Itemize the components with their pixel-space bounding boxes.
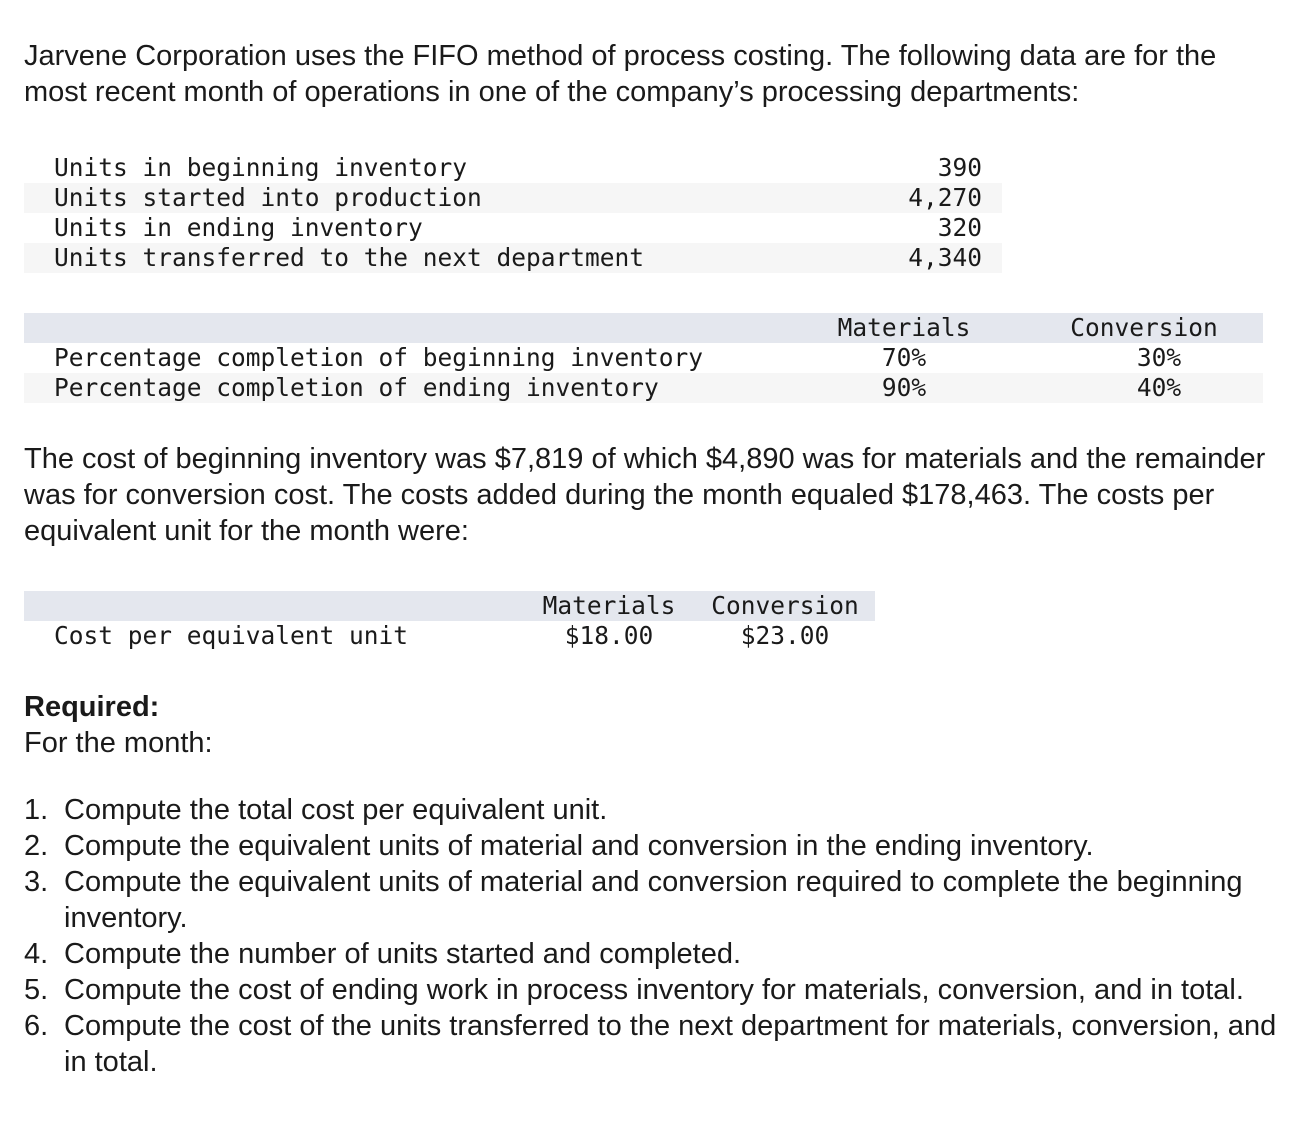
- requirement-number: 3.: [24, 866, 49, 898]
- completion-header-row: [24, 313, 1263, 343]
- conversion-header: Conversion: [1070, 313, 1218, 342]
- completion-row-conversion: 40%: [1136, 373, 1182, 402]
- requirement-item: [24, 792, 1286, 828]
- requirement-item: [24, 936, 1286, 972]
- cost-row-conversion: $23.00: [740, 621, 830, 650]
- materials-header: Materials: [837, 313, 971, 342]
- units-row-value: 320: [937, 213, 982, 242]
- requirement-number: 6.: [24, 1010, 49, 1042]
- cost-row: [24, 621, 875, 651]
- completion-row-label: Percentage completion of beginning inventory: [54, 343, 704, 372]
- requirement-number: 1.: [24, 794, 49, 826]
- requirement-item: [24, 828, 1286, 864]
- completion-row-materials: 90%: [881, 373, 927, 402]
- intro-paragraph: Jarvene Corporation uses the FIFO method of process costing. The following data are for the most recent month of operations in one of the company’s processing departments:: [24, 40, 1217, 108]
- for-month-text: For the month:: [24, 727, 213, 759]
- units-row-label: Units in beginning inventory: [54, 153, 468, 182]
- units-row-value: 4,270: [908, 183, 982, 212]
- units-row-label: Units transferred to the next department: [54, 243, 645, 272]
- completion-row-conversion: 30%: [1136, 343, 1182, 372]
- requirement-number: 5.: [24, 974, 49, 1006]
- units-row-label: Units in ending inventory: [54, 213, 423, 242]
- requirement-text: Compute the number of units started and completed.: [64, 938, 742, 970]
- requirement-text: Compute the equivalent units of material and conversion in the ending inventory.: [64, 830, 1094, 862]
- units-row: [24, 243, 1002, 273]
- units-row-label: Units started into production: [54, 183, 482, 212]
- units-row: [24, 213, 1002, 243]
- requirements-list: [24, 792, 1286, 1080]
- units-row-value: 4,340: [908, 243, 982, 272]
- requirement-text: Compute the cost of the units transferred to the next department for materials, conversion, and in total.: [64, 1010, 1277, 1078]
- completion-row: [24, 343, 1263, 373]
- completion-row-materials: 70%: [881, 343, 927, 372]
- cost-paragraph: The cost of beginning inventory was $7,819 of which $4,890 was for materials and the remainder was for conversion cost. The costs added during the month equaled $178,463. The costs per equivalent unit for the month were:: [24, 443, 1266, 547]
- completion-row-label: Percentage completion of ending inventory: [54, 373, 659, 402]
- requirement-number: 2.: [24, 830, 49, 862]
- requirement-text: Compute the equivalent units of material and conversion required to complete the beginning inventory.: [64, 866, 1243, 934]
- requirement-number: 4.: [24, 938, 49, 970]
- cost-materials-header: Materials: [542, 591, 676, 620]
- requirement-item: [24, 1008, 1286, 1080]
- requirement-item: [24, 864, 1286, 936]
- units-row: [24, 153, 1002, 183]
- cost-header-row: [24, 591, 875, 621]
- required-heading: Required:: [24, 691, 160, 723]
- requirement-item: [24, 972, 1286, 1008]
- requirement-text: Compute the total cost per equivalent unit.: [64, 794, 608, 826]
- units-row: [24, 183, 1002, 213]
- completion-row: [24, 373, 1263, 403]
- units-row-value: 390: [937, 153, 982, 182]
- cost-row-label: Cost per equivalent unit: [54, 621, 409, 650]
- requirement-text: Compute the cost of ending work in process inventory for materials, conversion, and in total.: [64, 974, 1244, 1006]
- cost-conversion-header: Conversion: [711, 591, 859, 620]
- cost-row-materials: $18.00: [564, 621, 654, 650]
